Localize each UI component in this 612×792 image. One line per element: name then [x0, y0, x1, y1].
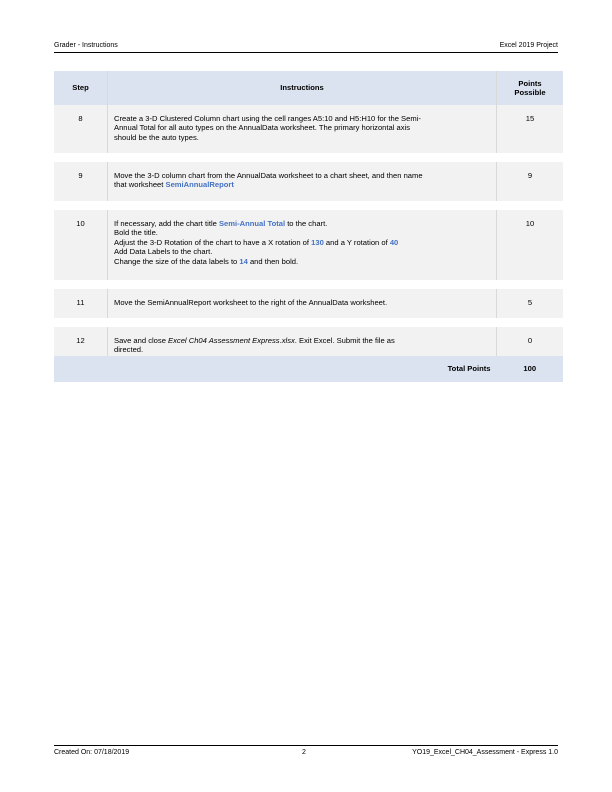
- header-right: Excel 2019 Project: [499, 42, 558, 49]
- total-label: Total Points: [108, 356, 497, 382]
- table-row: [54, 327, 563, 356]
- table-row: [54, 162, 563, 201]
- step-number: 10: [54, 210, 108, 280]
- col-step: Step: [54, 71, 108, 105]
- page-footer: [54, 745, 558, 758]
- table-header-row: [54, 71, 563, 105]
- instruction-text: Create a 3-D Clustered Column chart using the cell ranges A5:10 and H5:H10 for the Semi- Annual Total for all auto types on the AnnualData worksheet. The primary horizontal axis should be the auto types.: [108, 105, 497, 153]
- total-value: 100: [497, 356, 564, 382]
- step-number: 9: [54, 162, 108, 201]
- points-value: 9: [497, 162, 564, 201]
- footer-created-date: Created On: 07/18/2019: [54, 749, 130, 756]
- step-number: 8: [54, 105, 108, 153]
- page-number: 2: [302, 749, 306, 756]
- points-value: 0: [497, 327, 564, 356]
- col-instructions: Instructions: [108, 71, 497, 105]
- step-number: 12: [54, 327, 108, 356]
- points-value: 5: [497, 289, 564, 318]
- instruction-text: Move the 3-D column chart from the AnnualData worksheet to a chart sheet, and then name that worksheet SemiAnnualReport: [108, 162, 497, 201]
- points-value: 15: [497, 105, 564, 153]
- footer-doc-id: YO19_Excel_CH04_Assessment - Express 1.0: [412, 749, 558, 756]
- col-points-line2: Possible: [514, 88, 546, 97]
- instruction-text: Move the SemiAnnualReport worksheet to the right of the AnnualData worksheet.: [108, 289, 497, 318]
- total-row: [54, 356, 563, 382]
- instructions-table: [54, 71, 563, 382]
- instruction-text: If necessary, add the chart title Semi-Annual Total to the chart. Bold the title. Adjust the 3-D Rotation of the chart to have a X rotation of 130 and a Y rotation of 40 Add Data Labels to the chart. Change the size of the data labels to 14 and then bold.: [108, 210, 497, 280]
- step-number: 11: [54, 289, 108, 318]
- header-left: Grader - Instructions: [54, 42, 118, 49]
- page-header: [54, 42, 558, 53]
- col-points: [497, 71, 564, 105]
- table-row: [54, 289, 563, 318]
- points-value: 10: [497, 210, 564, 280]
- table-row: [54, 105, 563, 153]
- col-points-line1: Points: [518, 78, 542, 88]
- instruction-text: Save and close Excel Ch04 Assessment Express.xlsx. Exit Excel. Submit the file as directed.: [108, 327, 497, 356]
- table-row: [54, 210, 563, 280]
